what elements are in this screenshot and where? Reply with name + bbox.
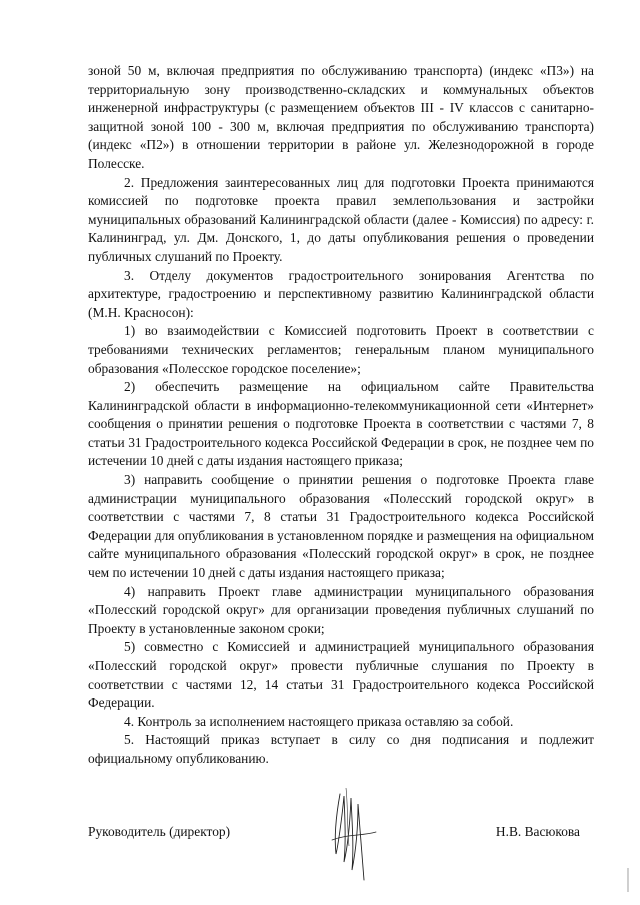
subitem-4: 4) направить Проект главе администрации муниципального образования «Полесский городской округ» для организации проведения публичных слушаний по Проекту в установленные законом сроки; (88, 583, 594, 636)
subitem-2: 2) обеспечить размещение на официальном сайте Правительства Калининградской области в информационно-телекоммуникационной сети «Интернет» сообщения о принятии решения о подготовке Проекта в соответствии с частями 7, 8 статьи 31 Градостроительного кодекса Российской Федерации в срок, не позднее чем по истечении 10 дней с даты издания настоящего приказа; (88, 379, 594, 469)
signatory-name: Н.В. Васюкова (495, 824, 580, 839)
paragraph-continuation: зоной 50 м, включая предприятия по обслуживанию транспорта) (индекс «П3») на территориальную зону производственно-складских и коммунальных объектов инженерной инфраструктуры (с размещением объектов III - IV классов с санитарно-защитной зоной 100 - 300 м, включая предприятия по обслуживанию транспорта) (индекс «П2») в отношении территории в районе ул. Железнодорожной в городе Полесске. (88, 63, 594, 171)
subitem-5: 5) совместно с Комиссией и администрацией муниципального образования «Полесский городской округ» провести публичные слушания по Проекту в соответствии с частями 12, 14 статьи 31 Градостроительного кодекса Российской Федерации. (88, 639, 594, 711)
subitem-3: 3) направить сообщение о принятии решения о подготовке Проекта главе администрации муниципального образования «Полесский городской округ» в соответствии с частями 7, 8 статьи 31 Градостроительного кодекса Российской Федерации для опубликования в установленном порядке и размещения на официальном сайте муниципального образования «Полесский городской округ» в срок, не позднее чем по истечении 10 дней с даты издания настоящего приказа; (88, 472, 594, 581)
paragraph-item-3: 3. Отделу документов градостроительного зонирования Агентства по архитектуре, градостроению и перспективному развитию Калининградской области (М.Н. Красносон): (88, 267, 594, 320)
document-body (88, 62, 594, 769)
subitem-1: 1) во взаимодействии с Комиссией подготовить Проект в соответствии с требованиями технических регламентов; генеральным планом муниципального образования «Полесское городское поселение»; (88, 323, 594, 376)
paragraph-item-4: 4. Контроль за исполнением настоящего приказа оставляю за собой. (124, 713, 514, 729)
scan-margin-mark (626, 868, 630, 892)
paragraph-item-2: 2. Предложения заинтересованных лиц для подготовки Проекта принимаются комиссией по подготовке проекта правил землепользования и застройки муниципальных образований Калининградской области (далее - Комиссия) по адресу: г. Калининград, ул. Дм. Донского, 1, до даты опубликования решения о проведении публичных слушаний по Проекту. (88, 174, 594, 264)
handwritten-signature (318, 776, 388, 886)
paragraph-item-5: 5. Настоящий приказ вступает в силу со дня подписания и подлежит официальному опубликованию. (88, 732, 594, 766)
signatory-position: Руководитель (директор) (88, 824, 231, 839)
